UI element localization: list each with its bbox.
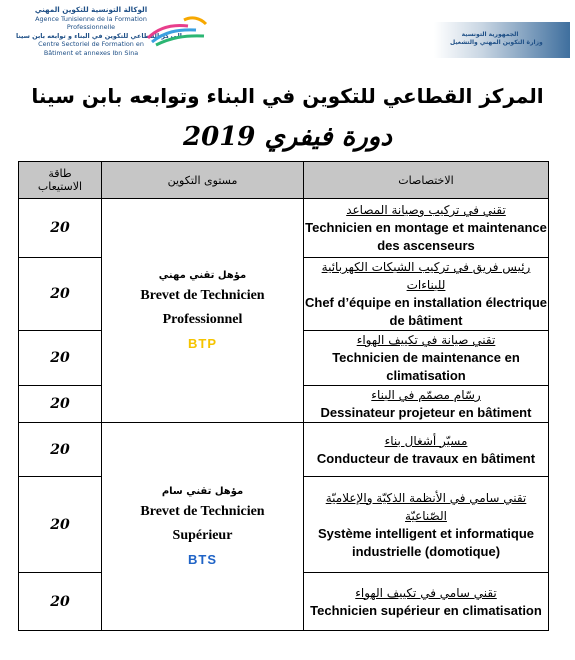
- specialty-cell: [304, 331, 549, 386]
- programs-table: [18, 161, 549, 631]
- capacity-header: [19, 162, 102, 199]
- capacity-cell: 20: [19, 573, 102, 631]
- capacity-header-line: طاقة: [48, 167, 72, 180]
- specialty-french-name: Technicien de maintenance en climatisation: [332, 350, 520, 383]
- capacity-cell: 20: [19, 477, 102, 573]
- specialty-french-name: Système intelligent et informatique industrielle (domotique): [318, 525, 534, 559]
- specialty-french-name: Technicien supérieur en climatisation: [310, 602, 542, 618]
- capacity-cell: 20: [19, 199, 102, 258]
- session-title: دورة فيفري 2019: [183, 122, 392, 152]
- specialty-cell: [304, 423, 549, 477]
- level-french-label: Professionnel: [162, 311, 243, 327]
- logo-arabic-line: الوكالة التونسية للتكوين المهني: [34, 5, 148, 14]
- specialty-arabic-name: تقني في تركيب وصيانة المصاعد: [346, 203, 506, 217]
- capacity-cell: 20: [19, 386, 102, 423]
- page-header: [0, 0, 575, 80]
- ministry-arabic-line: وزارة التكوين المهني والتشغيل: [450, 39, 543, 46]
- capacity-header-line: الاستيعاب: [37, 180, 83, 193]
- specialty-arabic-name: تقني سامي في الأنظمة الذكيّة والإعلاميّة الصّناعيّة: [325, 490, 527, 523]
- level-arabic-label: مؤهل تقني سام: [161, 485, 244, 497]
- specialty-french-name: Chef d’équipe en installation électrique de bâtiment: [305, 295, 547, 328]
- table-header-row: [19, 162, 549, 199]
- specialty-french-name: Dessinateur projeteur en bâtiment: [320, 405, 532, 420]
- level-code-label: BTS: [188, 551, 217, 567]
- capacity-cell: 20: [19, 331, 102, 386]
- ministry-logo-text: [450, 31, 543, 47]
- specialty-cell: [304, 477, 549, 573]
- level-arabic-label: مؤهل تقني مهني: [158, 269, 247, 281]
- level-code-label: BTP: [188, 335, 217, 351]
- specialty-french-name: Technicien en montage et maintenance des ascenseurs: [305, 220, 547, 253]
- level-header: مستوى التكوين: [102, 162, 304, 199]
- specialty-arabic-name: تقني صيانة في تكييف الهواء: [356, 333, 496, 347]
- specialty-arabic-name: تقني سامي في تكييف الهواء: [355, 585, 497, 600]
- capacity-cell: 20: [19, 258, 102, 331]
- level-french-label: Brevet de Technicien: [140, 503, 265, 519]
- logo-french-line: Bâtiment et annexes Ibn Sina: [43, 48, 139, 57]
- logo-arabic-line: المركز القطاعي للتكوين في البناء و توابعه بابن سينا: [16, 31, 182, 40]
- specialty-french-name: Conducteur de travaux en bâtiment: [316, 450, 536, 466]
- training-level-cell: [102, 423, 304, 631]
- specialties-header: الاختصاصات: [304, 162, 549, 199]
- specialty-arabic-name: مسيّر أشغال بناء: [384, 433, 468, 448]
- logo-french-line: Professionnelle: [66, 23, 116, 31]
- table-row: [19, 199, 549, 258]
- hand-wave-logo-icon: [144, 14, 210, 48]
- table-body: [19, 199, 549, 631]
- specialty-cell: [304, 199, 549, 258]
- page-title: المركز القطاعي للتكوين في البناء وتوابعه بابن سينا: [31, 84, 544, 108]
- ministry-logo: [430, 22, 570, 62]
- capacity-cell: 20: [19, 423, 102, 477]
- level-french-label: Supérieur: [172, 527, 233, 543]
- logo-french-line: Agence Tunisienne de la Formation: [35, 14, 147, 23]
- logo-french-line: Centre Sectoriel de Formation en: [38, 40, 144, 48]
- specialty-cell: [304, 573, 549, 631]
- atfp-logo: [6, 6, 216, 72]
- specialty-arabic-name: رئيس فريق في تركيب الشبكات الكهربائية للبناءات: [321, 260, 531, 292]
- ministry-arabic-line: الجمهورية التونسية: [461, 31, 519, 38]
- specialty-cell: [304, 258, 549, 331]
- specialty-cell: [304, 386, 549, 423]
- level-french-label: Brevet de Technicien: [140, 287, 265, 303]
- specialty-arabic-name: رسّام مصمّم في البناء: [371, 388, 481, 402]
- table-row: [19, 423, 549, 477]
- training-level-cell: [102, 199, 304, 423]
